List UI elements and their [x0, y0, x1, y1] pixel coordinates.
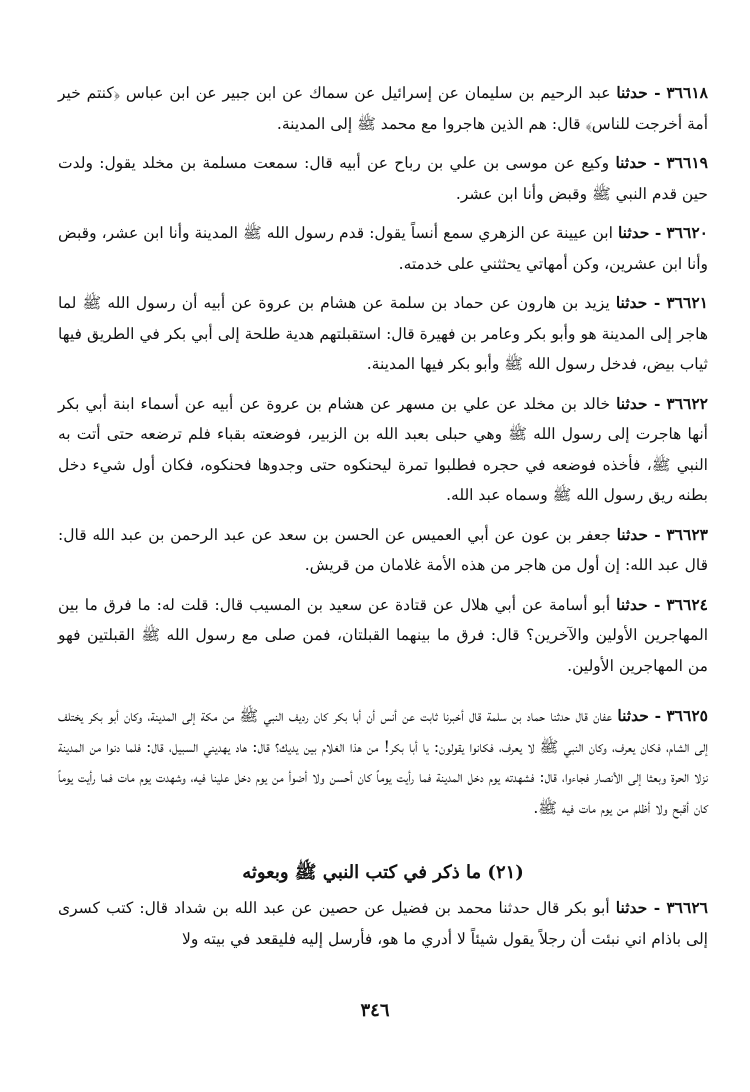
hadith-text: يزيد بن هارون عن حماد بن سلمة عن هشام بن عروة عن أبيه أن رسول الله ﷺ لما هاجر إلى المدينة هو وأبو بكر وعامر بن فهيرة قال: استقبلتهم هدية طلحة إلى أبي بكر في الطريق فيها ثياب بيض، فدخل رسول الله ﷺ وأبو بكر فيها المدينة. — [58, 294, 708, 373]
hadith-lead: - حدثنا — [616, 594, 661, 614]
hadith-text: أبو بكر قال حدثنا محمد بن فضيل عن حصين عن عبد الله بن شداد قال: كتب كسرى إلى باذام اني نبئت أن رجلاً يقول شيئاً لا أدري ما هو، فأرسل إليه فليقعد في بيته ولا — [58, 899, 708, 948]
hadith-lead: - حدثنا — [616, 524, 661, 544]
hadith-number: ٣٦٦٢٦ — [666, 898, 708, 917]
hadith-number: ٣٦٦٢٤ — [666, 594, 708, 614]
hadith-text: وكيع عن موسى بن علي بن رباح عن أبيه قال: سمعت مسلمة بن مخلد يقول: ولدت حين قدم النبي ﷺ وقبض وأنا ابن عشر. — [58, 154, 708, 203]
hadith-paragraph — [58, 288, 708, 380]
hadith-paragraph — [58, 701, 708, 823]
hadith-text: خالد بن مخلد عن علي بن مسهر عن هشام بن عروة عن أبيه عن أسماء ابنة أبي بكر أنها هاجرت إلى رسول الله ﷺ وهي حبلى بعبد الله بن الزبير، فوضعته بقباء فلم ترضعه حتى أتت به النبي ﷺ، فأخذه فوضعه في حجره فطلبوا تمرة ليحنكوه حتى وجدوها فحنكوه، فكان أول شيء دخل بطنه ريق رسول الله ﷺ وسماه عبد الله. — [58, 394, 708, 504]
hadith-text: أبو أسامة عن أبي هلال عن قتادة عن سعيد بن المسيب قال: قلت له: ما فرق ما بين المهاجرين الأولين والآخرين؟ قال: فرق ما بينهما القبلتان، فمن صلى مع رسول الله ﷺ القبلتين فهو من المهاجرين الأولين. — [58, 595, 708, 675]
hadith-text: عبد الرحيم بن سليمان عن إسرائيل عن سماك عن ابن جبير عن ابن عباس ﴿كنتم خير أمة أخرجت للناس﴾ قال: هم الذين هاجروا مع محمد ﷺ إلى المدينة. — [58, 84, 708, 133]
hadith-paragraph — [58, 148, 708, 209]
hadith-lead: - حدثنا — [615, 153, 661, 172]
hadith-text: جعفر بن عون عن أبي العميس عن الحسن بن سعد عن عبد الرحمن بن عبد الله قال: قال عبد الله: إن أول من هاجر من هذه الأمة غلامان من قريش. — [58, 525, 708, 574]
page-body — [58, 78, 708, 963]
hadith-lead: - حدثنا — [617, 223, 662, 242]
hadith-lead: - حدثنا — [616, 393, 661, 413]
hadith-paragraph — [58, 590, 708, 682]
hadith-paragraph — [58, 78, 708, 139]
page-number: ٣٤٦ — [360, 1000, 390, 1021]
hadith-lead: - حدثنا — [617, 706, 662, 725]
hadith-number: ٣٦٦١٨ — [666, 83, 708, 102]
hadith-text: عفان قال حدثنا حماد بن سلمة قال أخبرنا ثابت عن أنس أن أبا بكر كان رديف النبي ﷺ من مكة إلى المدينة، وكان أبو بكر يختلف إلى الشام، فكان يعرف، وكان النبي ﷺ لا يعرف، فكانوا يقولون: يا أبا بكر! من هذا الغلام بين يديك؟ قال: هاد يهديني السبيل، قال: فلما دنوا من المدينة نزلا الحرة وبعثا إلى الأنصار فجاءوا، قال: فشهدته يوم دخل المدينة فما رأيت يوماً كان أحسن ولا أضوأ من يوم دخل علينا فيه، وشهدت يوم مات فما رأيت يوماً كان أقبح ولا أظلم من يوم مات فيه ﷺ. — [58, 707, 708, 817]
section-heading: (٢١) ما ذكر في كتب النبي ﷺ وبعوثه — [242, 862, 524, 883]
hadith-lead: - حدثنا — [615, 293, 661, 312]
hadith-number: ٣٦٦٢٥ — [666, 706, 708, 725]
hadith-paragraph — [58, 893, 708, 954]
hadith-text: ابن عيينة عن الزهري سمع أنساً يقول: قدم رسول الله ﷺ المدينة وأنا ابن عشر، وقبض وأنا ابن عشرين، وكن أمهاتي يحثثني على خدمته. — [58, 224, 708, 273]
hadith-number: ٣٦٦٢١ — [666, 293, 708, 312]
hadith-paragraph — [58, 389, 708, 511]
hadith-number: ٣٦٦٢٢ — [666, 393, 709, 413]
hadith-lead: - حدثنا — [616, 83, 661, 102]
hadith-paragraph — [58, 520, 708, 581]
hadith-number: ٣٦٦١٩ — [666, 153, 708, 172]
hadith-number: ٣٦٦٢٣ — [666, 524, 708, 544]
hadith-lead: - حدثنا — [615, 898, 661, 917]
hadith-paragraph — [58, 218, 708, 279]
hadith-number: ٣٦٦٢٠ — [666, 223, 708, 242]
